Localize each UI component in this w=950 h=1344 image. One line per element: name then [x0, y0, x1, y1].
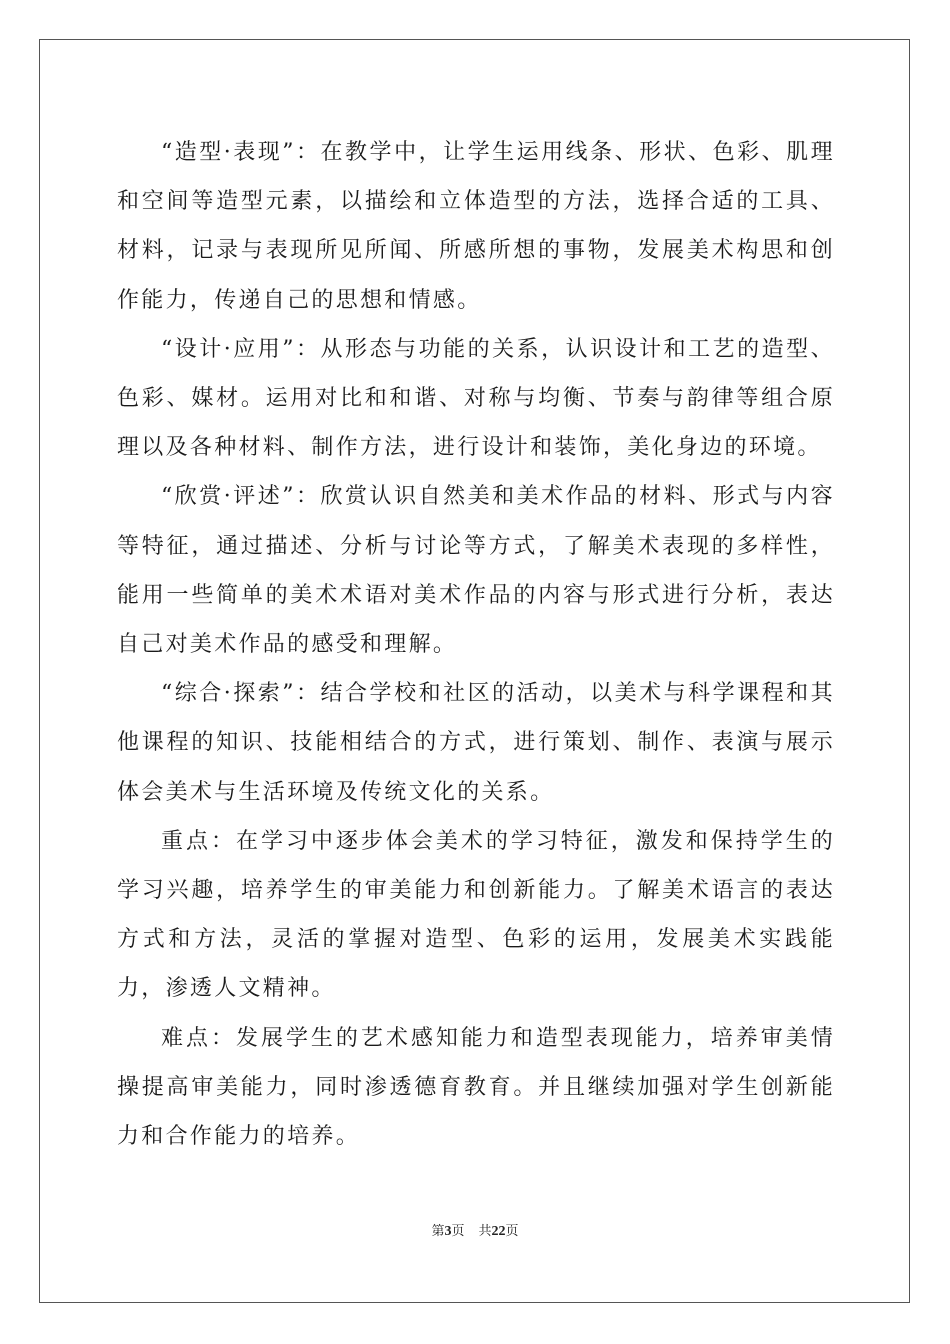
paragraph-design-application: “设计·应用”：从形态与功能的关系，认识设计和工艺的造型、色彩、媒材。运用对比和和谐、对称与均衡、节奏与韵律等组合原理以及各种材料、制作方法，进行设计和装饰，美化身边的环境。: [117, 336, 835, 461]
page-footer: [0, 1220, 950, 1240]
paragraph-difficulties: 难点：发展学生的艺术感知能力和造型表现能力，培养审美情操提高审美能力，同时渗透德育教育。并且继续加强对学生创新能力和合作能力的培养。: [117, 1025, 835, 1150]
total-suffix: 页: [505, 1224, 519, 1239]
paragraph-appreciation-review: “欣赏·评述”：欣赏认识自然美和美术作品的材料、形式与内容等特征，通过描述、分析与讨论等方式，了解美术表现的多样性，能用一些简单的美术术语对美术作品的内容与形式进行分析，表达自己对美术作品的感受和理解。: [117, 484, 835, 658]
total-pages: 22: [491, 1224, 506, 1239]
paragraph-synthesis-exploration: “综合·探索”：结合学校和社区的活动，以美术与科学课程和其他课程的知识、技能相结合的方式，进行策划、制作、表演与展示体会美术与生活环境及传统文化的关系。: [117, 681, 835, 805]
document-body: [117, 128, 835, 1161]
page-number: 3: [444, 1224, 452, 1239]
paragraph-modeling-expression: “造型·表现”：在教学中，让学生运用线条、形状、色彩、肌理和空间等造型元素，以描绘和立体造型的方法，选择合适的工具、材料，记录与表现所见所闻、所感所想的事物，发展美术构思和创作能力，传递自己的思想和情感。: [117, 140, 835, 313]
paragraph-key-points: 重点：在学习中逐步体会美术的学习特征，激发和保持学生的学习兴趣，培养学生的审美能力和创新能力。了解美术语言的表达方式和方法，灵活的掌握对造型、色彩的运用，发展美术实践能力，渗透人文精神。: [117, 828, 835, 1002]
page-prefix: 第: [431, 1224, 445, 1239]
page-suffix: 页: [451, 1224, 465, 1239]
total-prefix: 共: [478, 1224, 492, 1239]
